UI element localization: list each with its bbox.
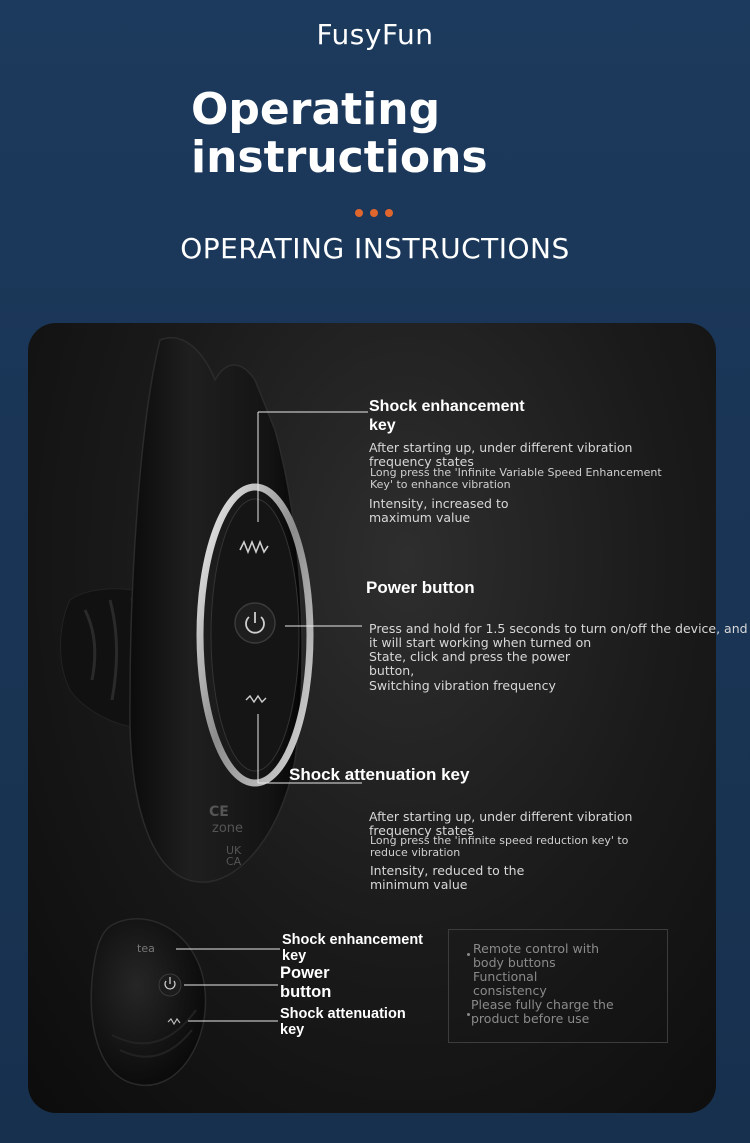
bullet-icon [467, 1013, 470, 1016]
title-line-2: instructions [191, 132, 488, 183]
info-line: Remote control with [473, 941, 600, 956]
brand-name: FusyFun [316, 18, 434, 51]
desc-line: State, click and press the power [369, 649, 571, 664]
zone-mark: zone [212, 821, 244, 836]
label-line: button [280, 983, 332, 1001]
desc-line: reduce vibration [370, 846, 461, 859]
desc-line: frequency states [369, 454, 474, 469]
section-subtitle: OPERATING INSTRUCTIONS [180, 232, 570, 265]
label-line: Power [280, 964, 330, 982]
label-line: Shock enhancement [369, 398, 525, 415]
ce-mark: CE [209, 804, 229, 820]
bullet-icon [467, 953, 470, 956]
info-line: consistency [473, 983, 547, 998]
remote-attenuation-label [280, 1006, 406, 1038]
power-button-desc [369, 622, 748, 678]
info-item-remote [473, 942, 599, 998]
shock-enhancement-desc [369, 441, 632, 469]
desc-line: Key' to enhance vibration [370, 478, 511, 491]
desc-line: Intensity, increased to [369, 496, 509, 511]
label-line: Shock attenuation [280, 1006, 406, 1022]
desc-line: After starting up, under different vibration [369, 440, 633, 455]
remote-logo: tea [137, 942, 155, 955]
desc-line: frequency states [369, 823, 474, 838]
desc-line: After starting up, under different vibration [369, 809, 633, 824]
desc-line: minimum value [370, 877, 468, 892]
remote-power-label [280, 964, 331, 1002]
info-line: body buttons [473, 955, 556, 970]
info-line: product before use [471, 1011, 590, 1026]
shock-enhancement-result [369, 497, 509, 525]
shock-attenuation-label: Shock attenuation key [289, 765, 470, 784]
desc-line: Press and hold for 1.5 seconds to turn on/off the device, and [369, 621, 748, 636]
label-line: key [369, 417, 396, 434]
shock-enhancement-label [369, 397, 525, 435]
desc-line: button, [369, 663, 415, 678]
shock-enhancement-note [370, 467, 662, 491]
power-button-label: Power button [366, 578, 475, 597]
power-button-switch: Switching vibration frequency [369, 678, 556, 693]
info-line: Please fully charge the [471, 997, 614, 1012]
title-line-1: Operating [191, 84, 441, 135]
ukca-mark: UK CA [226, 844, 242, 868]
desc-line: Long press the 'infinite speed reduction key' to [370, 834, 629, 847]
desc-line: it will start working when turned on [369, 635, 592, 650]
info-line: Functional [473, 969, 538, 984]
remote-enhancement-label [282, 932, 423, 964]
shock-attenuation-result [370, 864, 524, 892]
label-line: key [282, 948, 307, 964]
desc-line: maximum value [369, 510, 471, 525]
info-item-charge [471, 998, 614, 1026]
shock-attenuation-note [370, 835, 628, 859]
desc-line: Long press the 'Infinite Variable Speed Enhancement [370, 466, 662, 479]
desc-line: Intensity, reduced to the [370, 863, 525, 878]
label-line: Shock enhancement [282, 932, 424, 948]
label-line: key [280, 1022, 305, 1038]
